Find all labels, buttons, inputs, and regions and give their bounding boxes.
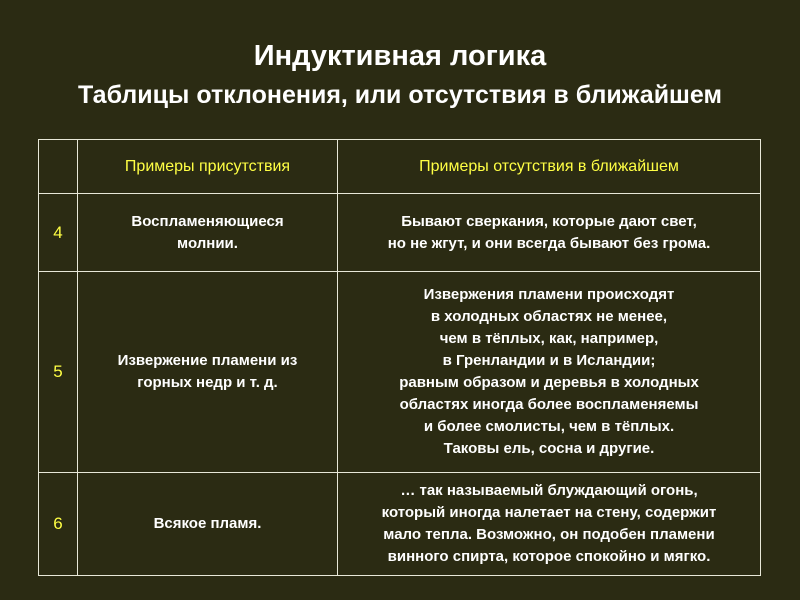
absence-line: Таковы ель, сосна и другие. — [443, 440, 655, 457]
absence-line: который иногда налетает на стену, содержит — [381, 504, 717, 521]
absence-line: Бывают сверкания, которые дают свет, — [401, 212, 697, 230]
absence-cell — [338, 194, 761, 272]
presence-line: Всякое пламя. — [153, 515, 262, 532]
absence-line: но не жгут, и они всегда бывают без грома. — [387, 234, 711, 252]
table-row — [39, 194, 761, 272]
absence-line: в холодных областях не менее, — [430, 308, 668, 325]
absence-line: мало тепла. Возможно, он подобен пламени — [383, 526, 715, 543]
absence-cell — [338, 272, 761, 473]
presence-line: Извержение пламени из — [117, 352, 298, 369]
absence-line: равным образом и деревья в холодных — [399, 374, 699, 391]
header-number — [39, 140, 78, 194]
presence-line: молнии. — [177, 234, 238, 252]
table-row — [39, 272, 761, 473]
presence-cell — [78, 194, 338, 272]
absence-line: Извержения пламени происходят — [423, 286, 675, 303]
absence-cell — [338, 473, 761, 576]
absence-line: винного спирта, которое спокойно и мягко. — [387, 548, 711, 565]
absence-line: в Гренландии и в Исландии; — [442, 352, 656, 369]
comparison-table — [38, 139, 761, 576]
table-row — [39, 473, 761, 576]
presence-line: Воспламеняющиеся — [131, 212, 284, 230]
presence-cell — [78, 272, 338, 473]
slide-title: Индуктивная логика — [253, 40, 547, 72]
slide-subtitle: Таблицы отклонения, или отсутствия в ближайшем — [78, 81, 722, 109]
absence-line: и более смолисты, чем в тёплых. — [423, 418, 675, 435]
header-absence: Примеры отсутствия в ближайшем — [338, 140, 761, 194]
presence-cell — [78, 473, 338, 576]
row-number: 5 — [39, 272, 78, 473]
row-number: 6 — [39, 473, 78, 576]
table-header-row — [39, 140, 761, 194]
presence-line: горных недр и т. д. — [137, 374, 278, 391]
absence-line: областях иногда более воспламеняемы — [399, 396, 699, 413]
row-number: 4 — [39, 194, 78, 272]
header-presence: Примеры присутствия — [78, 140, 338, 194]
absence-line: … так называемый блуждающий огонь, — [400, 482, 698, 499]
absence-line: чем в тёплых, как, например, — [439, 330, 659, 347]
